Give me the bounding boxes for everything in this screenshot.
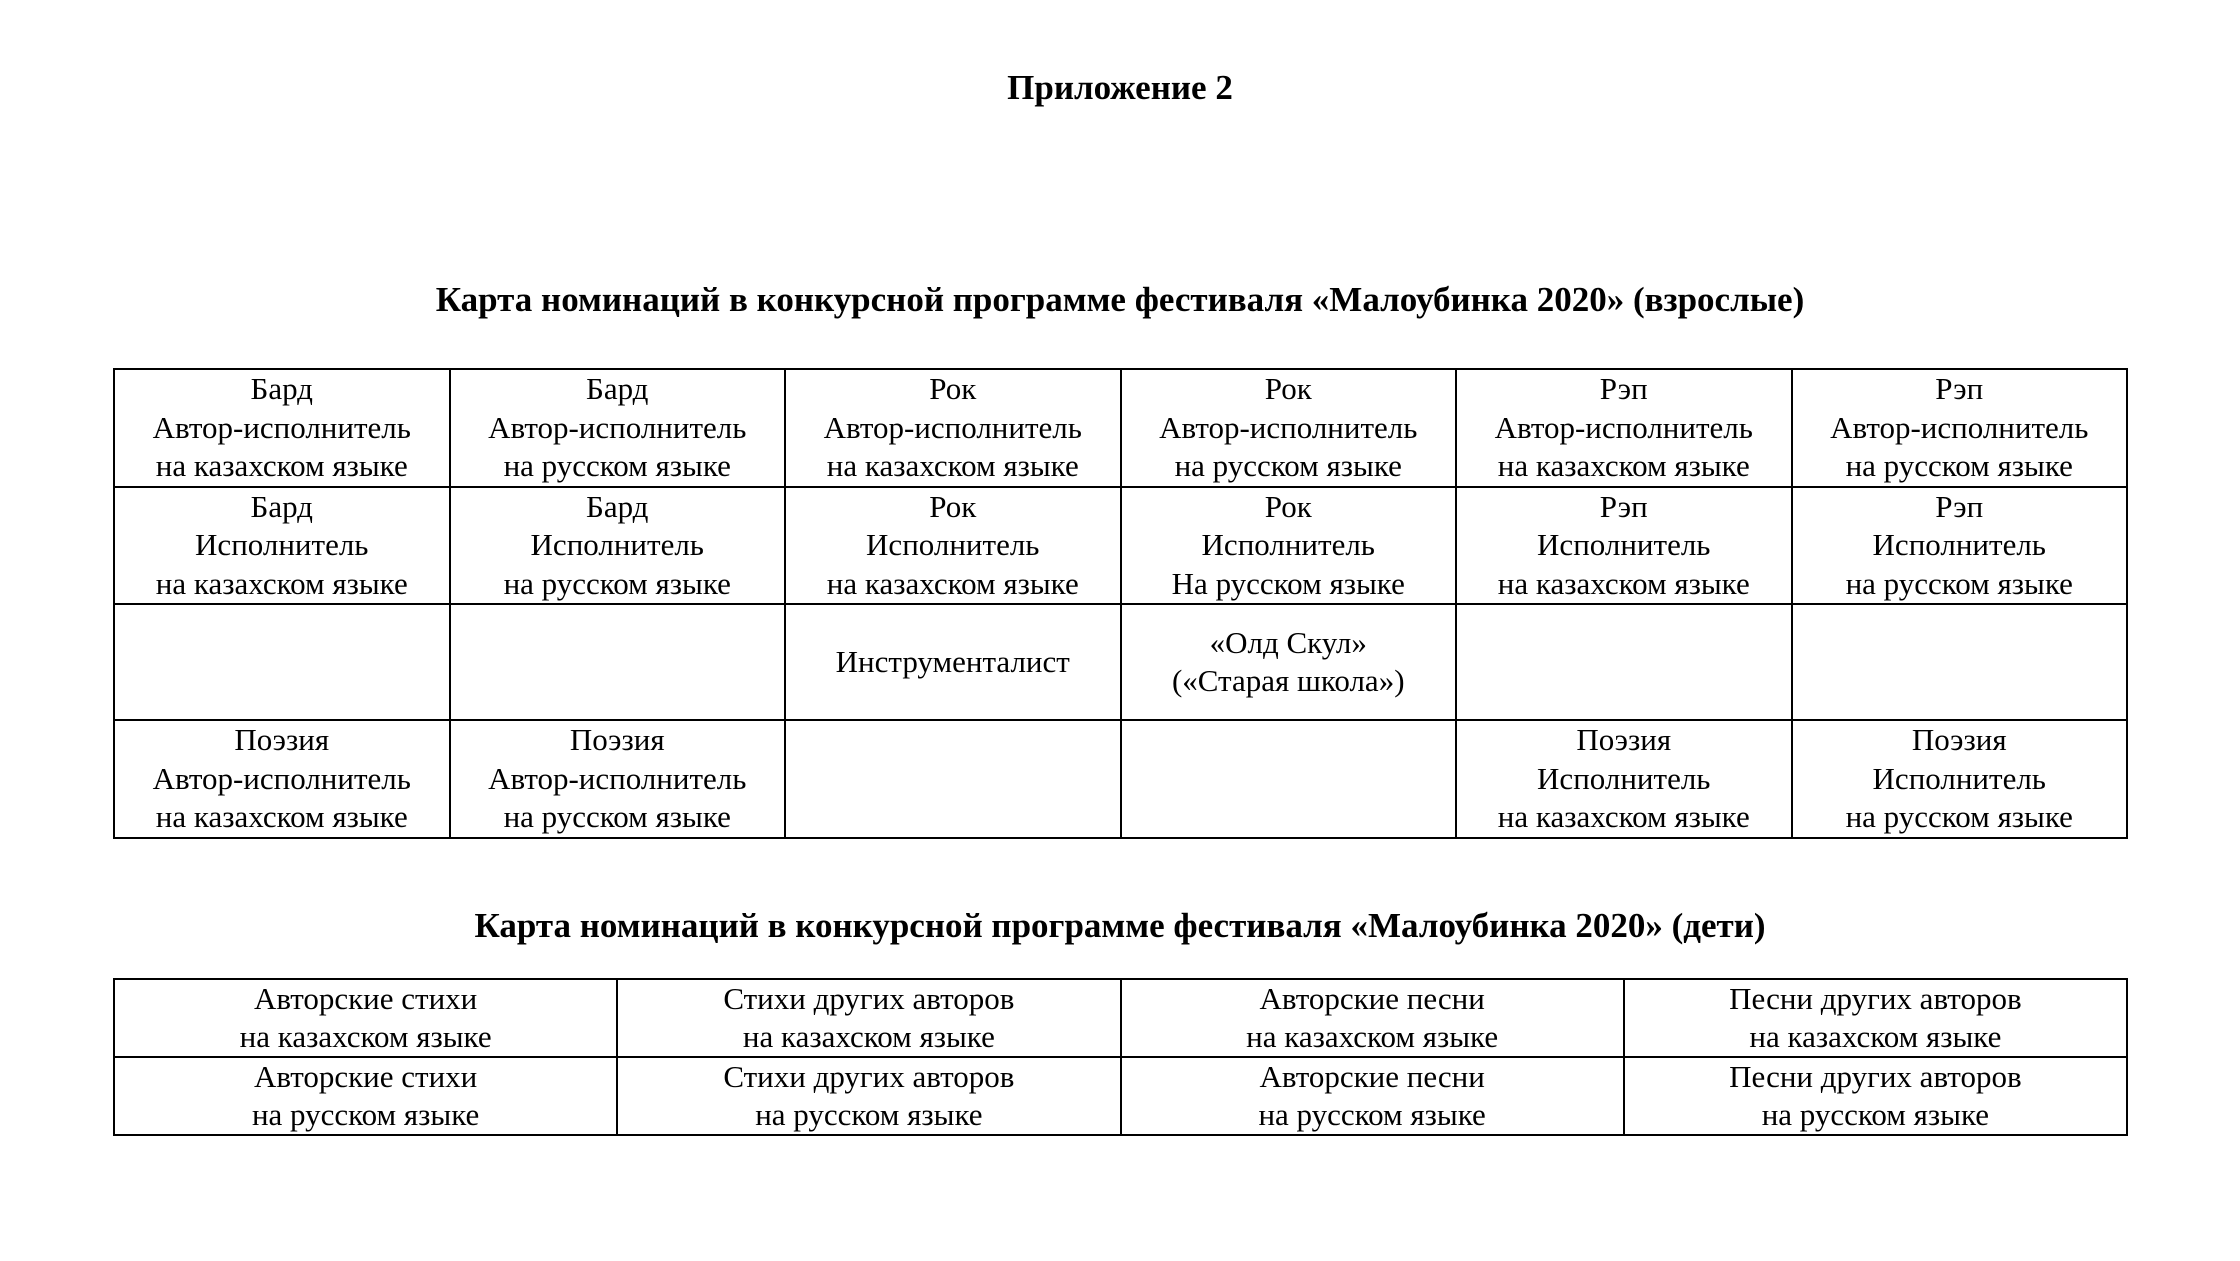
cell-line: на русском языке <box>503 799 731 834</box>
cell-line: Бард <box>250 488 313 524</box>
cell-line: Поэзия <box>1911 722 2007 757</box>
empty-cell <box>1456 604 1792 720</box>
cell-line: на казахском языке <box>1497 799 1750 834</box>
table-row <box>114 1057 2127 1135</box>
cell-line: Авторские стихи <box>253 981 478 1016</box>
nomination-cell <box>114 487 450 605</box>
cell-line: на русском языке <box>1761 1097 1990 1132</box>
nomination-cell <box>1121 979 1624 1057</box>
cell-line: на русском языке <box>251 1097 480 1132</box>
cell-line: Исполнитель <box>530 527 704 562</box>
cell-line: Рок <box>1264 371 1312 406</box>
cell-line: Автор-исполнитель <box>1830 409 2089 445</box>
cell-line: на казахском языке <box>155 565 408 601</box>
cell-line: на казахском языке <box>1749 1019 2002 1054</box>
cell-line: Инструменталист <box>835 643 1070 679</box>
cell-line: На русском языке <box>1171 565 1405 601</box>
cell-line: Автор-исполнитель <box>1159 409 1418 445</box>
nomination-cell <box>1121 487 1457 605</box>
empty-cell <box>785 720 1121 838</box>
nomination-cell <box>450 487 786 605</box>
cell-line: Автор-исполнитель <box>488 760 747 796</box>
cell-line: Автор-исполнитель <box>152 409 411 445</box>
cell-line: на казахском языке <box>826 565 1079 601</box>
table-row <box>114 720 2127 838</box>
cell-line: Поэзия <box>234 722 330 757</box>
nomination-cell <box>1456 369 1792 487</box>
cell-line: на казахском языке <box>826 448 1079 483</box>
nomination-cell <box>1121 369 1457 487</box>
cell-line: Поэзия <box>569 722 665 757</box>
cell-line: Авторские песни <box>1259 1059 1485 1094</box>
nomination-cell <box>114 1057 617 1135</box>
cell-line: Поэзия <box>1576 722 1672 757</box>
nomination-cell <box>450 720 786 838</box>
cell-line: Бард <box>586 488 649 524</box>
cell-line: Песни других авторов <box>1729 1059 2022 1094</box>
cell-line: Исполнитель <box>1201 527 1375 562</box>
cell-line: Рэп <box>1599 371 1648 406</box>
cell-line: Авторские песни <box>1259 981 1485 1016</box>
empty-cell <box>1792 604 2128 720</box>
cell-line: на русском языке <box>755 1097 983 1132</box>
cell-line: на казахском языке <box>742 1019 995 1054</box>
cell-line: на казахском языке <box>1497 448 1750 483</box>
cell-line: Рэп <box>1599 488 1648 524</box>
cell-line: Стихи других авторов <box>723 1059 1015 1094</box>
adult-nominations-title: Карта номинаций в конкурсной программе фестиваля «Малоубинка 2020» (взрослые) <box>435 280 1805 319</box>
cell-line: Авторские стихи <box>253 1059 478 1094</box>
empty-cell <box>450 604 786 720</box>
cell-line: Стихи других авторов <box>723 981 1015 1016</box>
nomination-cell <box>114 979 617 1057</box>
table-row <box>114 487 2127 605</box>
nomination-cell <box>1624 979 2127 1057</box>
appendix-title: Приложение 2 <box>1007 68 1233 107</box>
cell-line: Исполнитель <box>1537 527 1711 562</box>
cell-line: Песни других авторов <box>1729 981 2022 1016</box>
cell-line: на казахском языке <box>239 1019 492 1054</box>
cell-line: на казахском языке <box>1246 1019 1499 1054</box>
children-nominations-table <box>113 978 2128 1136</box>
cell-line: на русском языке <box>1845 565 2073 601</box>
cell-line: на казахском языке <box>155 799 408 834</box>
cell-line: на русском языке <box>1845 799 2073 834</box>
cell-line: Автор-исполнитель <box>823 409 1082 445</box>
cell-line: Бард <box>250 371 313 406</box>
cell-line: Исполнитель <box>1537 760 1711 796</box>
cell-line: Автор-исполнитель <box>152 760 411 796</box>
cell-line: на русском языке <box>503 448 731 483</box>
nomination-cell <box>114 720 450 838</box>
cell-line: («Старая школа») <box>1171 663 1405 698</box>
nomination-cell <box>450 369 786 487</box>
nomination-cell <box>114 369 450 487</box>
table-row <box>114 604 2127 720</box>
empty-cell <box>114 604 450 720</box>
cell-line: Рок <box>929 371 977 406</box>
nomination-cell <box>1121 604 1457 720</box>
adult-nominations-table <box>113 368 2128 839</box>
nomination-cell <box>1121 1057 1624 1135</box>
cell-line: Рэп <box>1935 488 1984 524</box>
cell-line: Исполнитель <box>1872 527 2046 562</box>
table-row <box>114 979 2127 1057</box>
table-row <box>114 369 2127 487</box>
nomination-cell <box>785 487 1121 605</box>
cell-line: Автор-исполнитель <box>1494 409 1753 445</box>
nomination-cell <box>1792 487 2128 605</box>
nomination-cell <box>785 369 1121 487</box>
nomination-cell <box>617 1057 1120 1135</box>
cell-line: на казахском языке <box>155 448 408 483</box>
nomination-cell <box>617 979 1120 1057</box>
cell-line: на русском языке <box>1174 448 1402 483</box>
nomination-cell <box>785 604 1121 720</box>
cell-line: Исполнитель <box>866 527 1040 562</box>
nomination-cell <box>1456 720 1792 838</box>
empty-cell <box>1121 720 1457 838</box>
cell-line: Рок <box>1264 488 1312 524</box>
cell-line: Бард <box>586 371 649 406</box>
cell-line: Рэп <box>1935 371 1984 406</box>
nomination-cell <box>1792 369 2128 487</box>
nomination-cell <box>1624 1057 2127 1135</box>
cell-line: на русском языке <box>503 565 731 601</box>
cell-line: на русском языке <box>1845 448 2073 483</box>
cell-line: Рок <box>929 488 977 524</box>
cell-line: Исполнитель <box>1872 760 2046 796</box>
cell-line: «Олд Скул» <box>1209 624 1367 660</box>
cell-line: Исполнитель <box>195 527 369 562</box>
cell-line: Автор-исполнитель <box>488 409 747 445</box>
cell-line: на русском языке <box>1258 1097 1486 1132</box>
cell-line: на казахском языке <box>1497 565 1750 601</box>
nomination-cell <box>1456 487 1792 605</box>
nomination-cell <box>1792 720 2128 838</box>
children-nominations-title: Карта номинаций в конкурсной программе фестиваля «Малоубинка 2020» (дети) <box>474 906 1766 945</box>
